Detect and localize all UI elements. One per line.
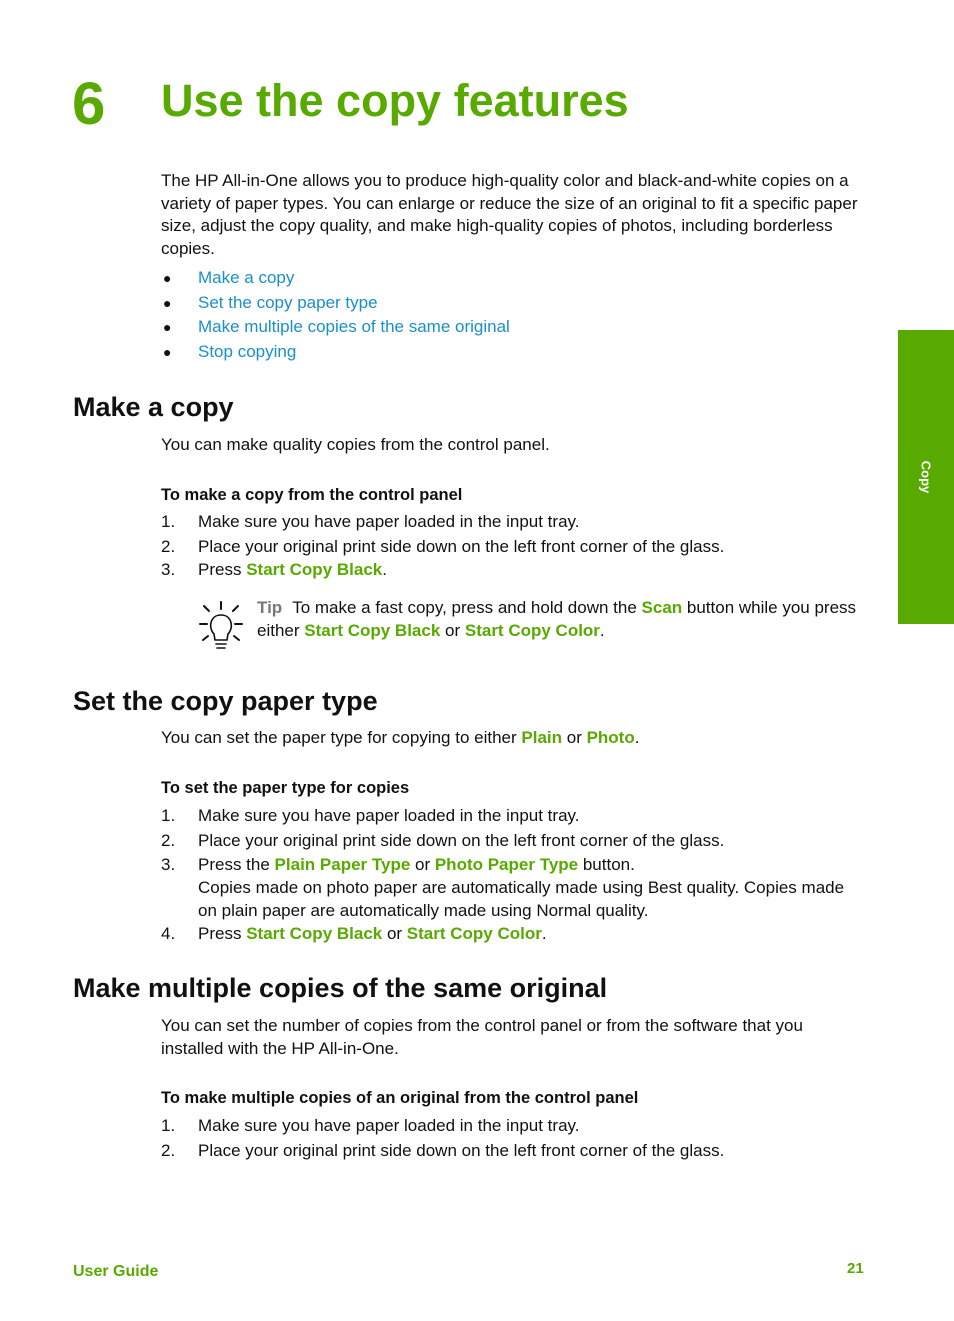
list-item (161, 315, 510, 340)
bullet-icon: ● (163, 343, 172, 360)
link-set-copy-paper-type[interactable]: Set the copy paper type (198, 292, 378, 312)
list-item (161, 291, 510, 316)
list-item (161, 340, 510, 365)
list-item: 2. Place your original print side down on the left front corner of the glass. (161, 830, 725, 850)
section-heading-make-a-copy: Make a copy (73, 392, 234, 422)
bullet-icon: ● (163, 319, 172, 335)
chapter-side-tab (898, 330, 954, 624)
procedure-steps (161, 804, 866, 945)
bullet-icon: ● (163, 294, 172, 311)
side-tab-label: Copy (918, 460, 934, 494)
link-make-a-copy[interactable]: Make a copy (198, 268, 295, 287)
list-item: 1. Make sure you have paper loaded in the input tray. (161, 806, 580, 825)
tip-note: Tip To make a fast copy, press and hold down the Scan button while you press either Start Copy Black or Start Copy Color. (257, 598, 857, 640)
list-item: 1. Make sure you have paper loaded in the input tray. (161, 512, 580, 531)
lightbulb-icon (198, 600, 244, 650)
procedure-title: To make multiple copies of an original from the control panel (161, 1089, 639, 1107)
section-body: You can set the number of copies from the control panel or from the software that you installed with the HP All-in-One. (161, 1016, 803, 1058)
footer-title: User Guide (73, 1263, 159, 1280)
intro-paragraph: The HP All-in-One allows you to produce high-quality color and black-and-white copies on a variety of paper types. You can enlarge or reduce the size of an original to fit a specific paper size, adjust the copy quality, and make high-quality copies of photos, including borderless copies. (161, 171, 858, 258)
chapter-title: Use the copy features (161, 75, 629, 126)
section-heading-set-copy-paper-type: Set the copy paper type (73, 686, 378, 716)
list-item: 2. Place your original print side down on the left front corner of the glass. (161, 1140, 725, 1160)
tip-label: Tip (257, 598, 283, 617)
page-number: 21 (847, 1260, 864, 1277)
procedure-title: To make a copy from the control panel (161, 486, 463, 504)
list-item: 3. Press Start Copy Black. (161, 559, 387, 579)
procedure-steps (161, 510, 866, 581)
procedure-steps (161, 1114, 866, 1162)
procedure-title: To set the paper type for copies (161, 779, 410, 797)
list-item: 3. Press the Plain Paper Type or Photo Paper Type button. Copies made on photo paper are automatically made using Best quality. Copies made on plain paper are automatically made using Normal quality. (161, 855, 845, 920)
section-body: You can make quality copies from the control panel. (161, 435, 550, 454)
bullet-icon: ● (163, 270, 172, 286)
list-item: 2. Place your original print side down on the left front corner of the glass. (161, 536, 725, 556)
start-copy-black-label: Start Copy Black (246, 559, 383, 579)
list-item (161, 266, 510, 291)
chapter-number: 6 (72, 70, 106, 137)
list-item: 4. Press Start Copy Black or Start Copy Color. (161, 924, 547, 943)
step-note: Copies made on photo paper are automatically made using Best quality. Copies made on plain paper are automatically made using Normal quality. (198, 878, 845, 920)
link-make-multiple-copies[interactable]: Make multiple copies of the same original (198, 317, 510, 336)
section-heading-make-multiple-copies: Make multiple copies of the same original (73, 973, 608, 1003)
section-body: You can set the paper type for copying to either Plain or Photo. (161, 728, 640, 747)
chapter-links-list (161, 266, 510, 364)
list-item: 1. Make sure you have paper loaded in the input tray. (161, 1116, 580, 1135)
link-stop-copying[interactable]: Stop copying (198, 341, 297, 361)
